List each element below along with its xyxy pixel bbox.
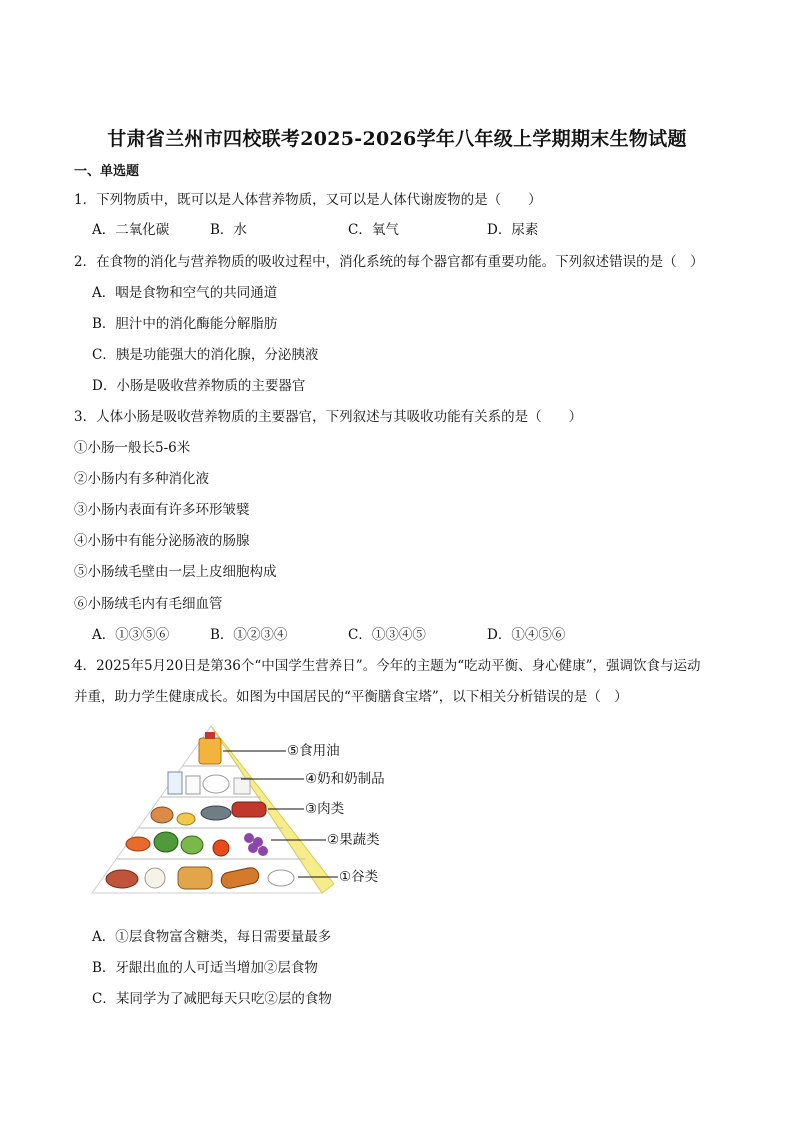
pepper-icon bbox=[154, 832, 178, 852]
q3-statement-3: ③小肠内表面有许多环形皱襞 bbox=[74, 502, 250, 518]
grape-icon bbox=[258, 846, 268, 856]
q1-option-a: A．二氧化碳 bbox=[92, 222, 170, 238]
cheese-icon bbox=[234, 778, 250, 794]
q2-option-b: B．胆汁中的消化酶能分解脂肪 bbox=[92, 316, 278, 332]
tomato-icon bbox=[213, 840, 229, 856]
page-title: 甘肃省兰州市四校联考2025-2026学年八年级上学期期末生物试题 bbox=[107, 128, 687, 150]
question-3-stem: 3．人体小肠是吸收营养物质的主要器官，下列叙述与其吸收功能有关系的是（ ） bbox=[74, 409, 583, 425]
food-pyramid-illustration bbox=[86, 718, 406, 903]
sausage-icon bbox=[232, 802, 266, 817]
carrot-icon bbox=[126, 837, 150, 851]
label-grains: ①谷类 bbox=[339, 869, 379, 885]
q2-option-d: D．小肠是吸收营养物质的主要器官 bbox=[92, 378, 306, 394]
q1-option-b: B．水 bbox=[210, 222, 247, 238]
label-meat: ③肉类 bbox=[305, 801, 345, 817]
q3-statement-5: ⑤小肠绒毛壁由一层上皮细胞构成 bbox=[74, 564, 277, 580]
q3-statement-4: ④小肠中有能分泌肠液的肠腺 bbox=[74, 533, 250, 549]
q3-statement-1: ①小肠一般长5-6米 bbox=[74, 440, 191, 456]
food-pyramid-figure bbox=[86, 718, 406, 903]
q4-option-a: A．①层食物富含糖类，每日需要量最多 bbox=[92, 929, 332, 945]
oil-cap-icon bbox=[205, 732, 215, 739]
sweet-potato-icon bbox=[106, 870, 138, 888]
q3-statement-6: ⑥小肠绒毛内有毛细血管 bbox=[74, 596, 223, 612]
q2-option-c: C．胰是功能强大的消化腺，分泌胰液 bbox=[92, 347, 319, 363]
q3-option-a: A．①③⑤⑥ bbox=[92, 627, 170, 643]
grape-icon bbox=[244, 833, 254, 843]
cabbage-icon bbox=[181, 836, 203, 854]
grape-icon bbox=[248, 843, 258, 853]
chicken-icon bbox=[151, 807, 173, 823]
q4-option-b: B．牙龈出血的人可适当增加②层食物 bbox=[92, 960, 318, 976]
dairy-bowl-icon bbox=[203, 775, 229, 793]
q3-option-b: B．①②③④ bbox=[210, 627, 288, 643]
q1-option-c: C．氧气 bbox=[348, 222, 399, 238]
egg-icon bbox=[177, 813, 195, 825]
question-4-stem-line-2: 并重，助力学生健康成长。如图为中国居民的“平衡膳食宝塔”，以下相关分析错误的是（ ） bbox=[74, 689, 628, 705]
milk-carton-icon bbox=[168, 772, 182, 794]
bread-icon bbox=[178, 867, 212, 889]
q3-option-c: C．①③④⑤ bbox=[348, 627, 426, 643]
fish-icon bbox=[201, 806, 231, 820]
question-2-stem: 2．在食物的消化与营养物质的吸收过程中，消化系统的每个器官都有重要功能。下列叙述错误的是（ ） bbox=[74, 254, 704, 270]
milk-box-icon bbox=[186, 776, 200, 794]
oil-bottle-icon bbox=[199, 738, 221, 764]
q2-option-a: A．咽是食物和空气的共同通道 bbox=[92, 285, 278, 301]
steamed-bun-icon bbox=[145, 868, 165, 888]
question-4-stem-line-1: 4．2025年5月20日是第36个“中国学生营养日”。今年的主题为“吃动平衡、身心健康”，强调饮食与运动 bbox=[74, 658, 701, 674]
label-fruit-vegetable: ②果蔬类 bbox=[327, 832, 380, 848]
label-dairy: ④奶和奶制品 bbox=[305, 771, 385, 787]
q3-statement-2: ②小肠内有多种消化液 bbox=[74, 471, 209, 487]
section-heading: 一、单选题 bbox=[74, 164, 140, 179]
label-oil: ⑤食用油 bbox=[287, 743, 340, 759]
q1-option-d: D．尿素 bbox=[487, 222, 539, 238]
q3-option-d: D．①④⑤⑥ bbox=[487, 627, 566, 643]
q4-option-c: C．某同学为了减肥每天只吃②层的食物 bbox=[92, 991, 332, 1007]
question-1-stem: 1．下列物质中，既可以是人体营养物质，又可以是人体代谢废物的是（ ） bbox=[74, 192, 542, 208]
rice-bowl-icon bbox=[268, 870, 294, 886]
